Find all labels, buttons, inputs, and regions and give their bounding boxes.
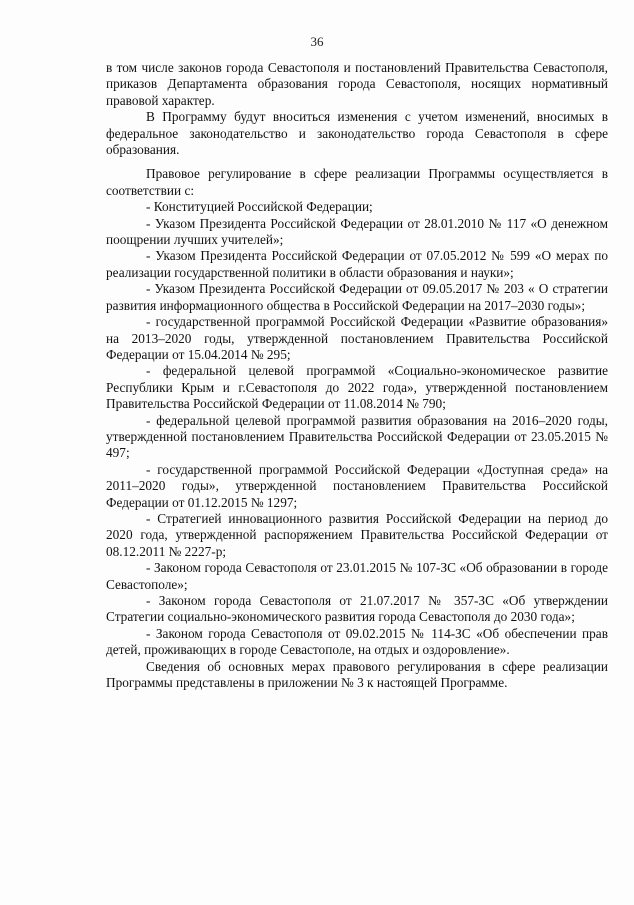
list-item-fcp-education: - федеральной целевой программой развития образования на 2016–2020 годы, утвержденной постановлением Правительства Российской Федерации от 23.05.2015 № 497;	[106, 412, 608, 461]
paragraph-changes: В Программу будут вноситься изменения с учетом изменений, вносимых в федеральное законодательство и законодательство города Севастополя в сфере образования.	[106, 109, 608, 158]
list-item-decree-203: - Указом Президента Российской Федерации от 09.05.2017 № 203 « О стратегии развития информационного общества в Российской Федерации на 2017–2030 годы»;	[106, 281, 608, 313]
page-number: 36	[310, 34, 324, 49]
list-item-law-357: - Законом города Севастополя от 21.07.2017 № 357-ЗС «Об утверждении Стратегии социально-экономического развития города Севастополя до 2030 года»;	[106, 593, 608, 625]
list-item-accessible-environment: - государственной программой Российской Федерации «Доступная среда» на 2011–2020 годы», утвержденной постановлением Правительства Российской Федерации от 01.12.2015 № 1297;	[106, 461, 608, 510]
paragraph-intro: в том числе законов города Севастополя и постановлений Правительства Севастополя, приказов Департамента образования города Севастополя, носящих нормативный правовой характер.	[106, 60, 608, 108]
list-item-law-107: - Законом города Севастополя от 23.01.2015 № 107-ЗС «Об образовании в городе Севастополе»;	[106, 560, 608, 592]
paragraph-regulation: Правовое регулирование в сфере реализации Программы осуществляется в соответствии с:	[106, 166, 608, 198]
document-body	[106, 60, 608, 691]
paragraph-closing: Сведения об основных мерах правового регулирования в сфере реализации Программы представлены в приложении № 3 к настоящей Программе.	[106, 658, 608, 691]
list-item-innovation-strategy: - Стратегией инновационного развития Российской Федерации на период до 2020 года, утвержденной распоряжением Правительства Российской Федерации от 08.12.2011 № 2227-р;	[106, 510, 608, 559]
list-item-law-114: - Законом города Севастополя от 09.02.2015 № 114-ЗС «Об обеспечении прав детей, проживающих в городе Севастополе, на отдых и оздоровление».	[106, 625, 608, 658]
list-item-program-education: - государственной программой Российской Федерации «Развитие образования» на 2013–2020 годы, утвержденной постановлением Правительства Российской Федерации от 15.04.2014 № 295;	[106, 314, 608, 362]
list-item-constitution: - Конституцией Российской Федерации;	[146, 199, 373, 215]
list-item-decree-599: - Указом Президента Российской Федерации от 07.05.2012 № 599 «О мерах по реализации государственной политики в области образования и науки»;	[106, 248, 608, 280]
list-item-fcp-crimea: - федеральной целевой программой «Социально-экономическое развитие Республики Крым и г.Севастополя до 2022 года», утвержденной постановлением Правительства Российской Федерации от 11.08.2014 № 790;	[106, 363, 608, 412]
list-item-decree-117: - Указом Президента Российской Федерации от 28.01.2010 № 117 «О денежном поощрении лучших учителей»;	[106, 215, 608, 248]
